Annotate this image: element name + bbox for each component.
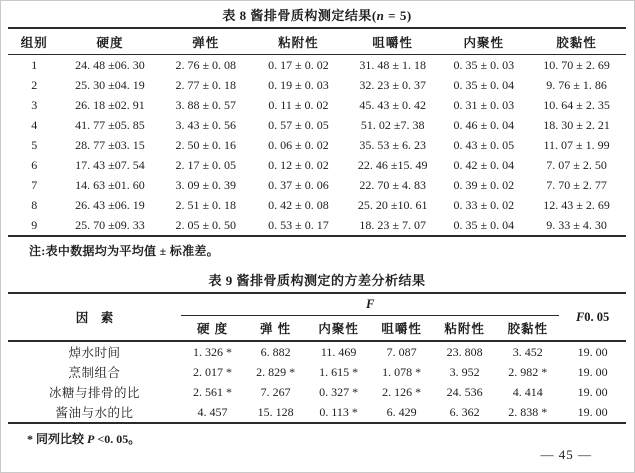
- table9-subcolumn-header: 内聚性: [307, 316, 370, 342]
- table9-f-header: [181, 293, 559, 316]
- table9: [8, 292, 626, 424]
- table9-row-value-cell: 1. 078 *: [382, 364, 422, 379]
- table9-subcolumn-header: 胶黏性: [496, 316, 559, 342]
- table8-row-value-cell: 11. 07 ± 1. 99: [543, 137, 610, 152]
- table8-row-label-cell: 2: [31, 77, 38, 92]
- f005-value: 0. 05: [584, 309, 610, 324]
- table8-header-row: [8, 28, 626, 55]
- table8-row-value-cell: 51. 02 ±7. 38: [360, 117, 425, 132]
- table8-note: 注:表中数据均为平均值 ± 标准差。: [29, 244, 219, 258]
- table8-row-value-cell: 0. 35 ± 0. 04: [453, 217, 515, 232]
- page-number: — 45 —: [540, 447, 592, 462]
- table8-row-value-cell: 2. 76 ± 0. 08: [175, 57, 237, 72]
- table9-factor-header: 因 素: [8, 293, 181, 341]
- table8-row-value-cell: 0. 11 ± 0. 02: [268, 97, 329, 112]
- table8-row-value-cell: 18. 23 ± 7. 07: [359, 217, 426, 232]
- table9-row-value-cell: 3. 952: [449, 364, 480, 379]
- table9-row-value-cell: 19. 00: [577, 404, 608, 419]
- table8-column-header: 咀嚼性: [345, 28, 441, 55]
- table8-row-value-cell: 26. 18 ±02. 91: [75, 97, 145, 112]
- table9-row-value-cell: 2. 838 *: [508, 404, 548, 419]
- table9-row-value-cell: 0. 327 *: [319, 384, 359, 399]
- table9-row: [8, 362, 626, 382]
- table9-row-value-cell: 0. 113 *: [319, 404, 358, 419]
- table8-row-value-cell: 3. 43 ± 0. 56: [175, 117, 237, 132]
- table8-row-label-cell: 7: [31, 177, 38, 192]
- table8-row-value-cell: 0. 19 ± 0. 03: [268, 77, 329, 92]
- table9-row-value-cell: 6. 429: [386, 404, 417, 419]
- table8-row-value-cell: 2. 50 ± 0. 16: [175, 137, 237, 152]
- table9-row-value-cell: 23. 808: [446, 344, 483, 359]
- table8-row: [8, 195, 626, 215]
- table9-row-value-cell: 1. 326 *: [193, 344, 233, 359]
- table9-footnote: [8, 430, 626, 447]
- table8-row-value-cell: 2. 05 ± 0. 50: [175, 217, 237, 232]
- table9-row-value-cell: 24. 536: [446, 384, 483, 399]
- table8-row-value-cell: 14. 63 ±01. 60: [75, 177, 145, 192]
- table8-column-header: 胶黏性: [527, 28, 626, 55]
- table8-row-value-cell: 0. 57 ± 0. 05: [268, 117, 329, 132]
- table8-row-label-cell: 8: [31, 197, 38, 212]
- table8-row-value-cell: 0. 17 ± 0. 02: [268, 57, 329, 72]
- table8-row-value-cell: 41. 77 ±05. 85: [75, 117, 145, 132]
- table8: [8, 27, 626, 237]
- table8-row-value-cell: 0. 06 ± 0. 02: [268, 137, 329, 152]
- table8-row-value-cell: 12. 43 ± 2. 69: [543, 197, 610, 212]
- table8-row: [8, 135, 626, 155]
- table8-row-value-cell: 0. 35 ± 0. 04: [453, 77, 515, 92]
- table8-row: [8, 215, 626, 236]
- table9-row-label-cell: 冰糖与排骨的比: [49, 386, 141, 400]
- table8-row-value-cell: 0. 53 ± 0. 17: [268, 217, 329, 232]
- table8-row-value-cell: 0. 46 ± 0. 04: [453, 117, 515, 132]
- table8-row: [8, 55, 626, 76]
- table8-row-value-cell: 26. 43 ±06. 19: [75, 197, 145, 212]
- footnote-text: * 同列比较: [27, 432, 88, 446]
- table8-column-header: 弹性: [159, 28, 252, 55]
- table8-row-value-cell: 22. 46 ±15. 49: [357, 157, 428, 172]
- table8-row-value-cell: 7. 07 ± 2. 50: [546, 157, 607, 172]
- f-symbol: F: [365, 297, 375, 311]
- table9-row-value-cell: 2. 561 *: [193, 384, 233, 399]
- table8-row: [8, 155, 626, 175]
- table8-row-value-cell: 17. 43 ±07. 54: [75, 157, 145, 172]
- table8-row-value-cell: 0. 42 ± 0. 04: [453, 157, 515, 172]
- table9-row-value-cell: 3. 452: [512, 344, 543, 359]
- table9-row-label-cell: 酱油与水的比: [55, 406, 134, 420]
- table9-group-header-row: [8, 293, 626, 316]
- table8-row-label-cell: 9: [31, 217, 38, 232]
- table8-row-value-cell: 2. 51 ± 0. 18: [175, 197, 237, 212]
- table9-row-value-cell: 2. 982 *: [508, 364, 548, 379]
- table8-row-value-cell: 10. 64 ± 2. 35: [543, 97, 610, 112]
- table8-row-value-cell: 3. 09 ± 0. 39: [175, 177, 237, 192]
- table9-row-label-cell: 烹制组合: [68, 366, 121, 380]
- table8-row-value-cell: 9. 33 ± 4. 30: [546, 217, 607, 232]
- table9-subcolumn-header: 弹 性: [244, 316, 307, 342]
- table8-row-value-cell: 35. 53 ± 6. 23: [359, 137, 426, 152]
- table8-row-value-cell: 7. 70 ± 2. 77: [546, 177, 607, 192]
- table8-row-label-cell: 5: [31, 137, 38, 152]
- table9-row-value-cell: 7. 087: [386, 344, 417, 359]
- table8-row-label-cell: 4: [31, 117, 38, 132]
- table8-title-suffix: = 5): [384, 8, 412, 23]
- table8-title-n: n: [376, 8, 385, 23]
- table9-row-value-cell: 6. 362: [449, 404, 480, 419]
- table8-row-value-cell: 0. 35 ± 0. 03: [453, 57, 515, 72]
- table8-row-value-cell: 0. 12 ± 0. 02: [268, 157, 329, 172]
- table8-column-header: 粘附性: [252, 28, 345, 55]
- table9-title: 表 9 酱排骨质构测定的方差分析结果: [208, 273, 426, 288]
- table8-row: [8, 95, 626, 115]
- table8-row-value-cell: 25. 30 ±04. 19: [75, 77, 145, 92]
- table8-row-value-cell: 45. 43 ± 0. 42: [359, 97, 426, 112]
- table8-row-value-cell: 0. 43 ± 0. 05: [453, 137, 515, 152]
- table8-row-value-cell: 22. 70 ± 4. 83: [359, 177, 426, 192]
- table8-column-header: 硬度: [61, 28, 160, 55]
- table9-row-value-cell: 6. 882: [260, 344, 291, 359]
- table8-row-label-cell: 3: [31, 97, 38, 112]
- table8-row-value-cell: 3. 88 ± 0. 57: [175, 97, 237, 112]
- table9-row-value-cell: 4. 457: [197, 404, 228, 419]
- table8-column-header: 内聚性: [441, 28, 528, 55]
- table8-row-value-cell: 25. 70 ±09. 33: [75, 217, 145, 232]
- table8-row-label-cell: 6: [31, 157, 38, 172]
- footnote-p-symbol: P: [87, 432, 95, 446]
- table9-row-value-cell: 1. 615 *: [319, 364, 359, 379]
- table8-row-value-cell: 18. 30 ± 2. 21: [543, 117, 610, 132]
- table8-title-text: 表 8 酱排骨质构测定结果(: [222, 8, 377, 23]
- table9-row-value-cell: 19. 00: [577, 364, 608, 379]
- f005-symbol: F: [575, 309, 585, 324]
- table9-subcolumn-header: 粘附性: [433, 316, 496, 342]
- table8-row: [8, 115, 626, 135]
- table8-row: [8, 75, 626, 95]
- table8-row-value-cell: 2. 77 ± 0. 18: [175, 77, 237, 92]
- table9-row-value-cell: 4. 414: [512, 384, 543, 399]
- table8-row-value-cell: 0. 37 ± 0. 06: [268, 177, 329, 192]
- table8-row-value-cell: 0. 31 ± 0. 03: [453, 97, 515, 112]
- table9-row-value-cell: 2. 829 *: [256, 364, 296, 379]
- table8-row-value-cell: 24. 48 ±06. 30: [75, 57, 145, 72]
- table9-f005-header: [559, 293, 626, 341]
- table8-row: [8, 175, 626, 195]
- table8-row-value-cell: 28. 77 ±03. 15: [75, 137, 145, 152]
- table8-row-value-cell: 9. 76 ± 1. 86: [546, 77, 607, 92]
- table9-row-value-cell: 2. 126 *: [382, 384, 422, 399]
- table8-row-value-cell: 0. 33 ± 0. 02: [453, 197, 515, 212]
- table8-row-value-cell: 25. 20 ±10. 61: [357, 197, 428, 212]
- table9-row-value-cell: 15. 128: [257, 404, 294, 419]
- table8-title: [8, 7, 626, 24]
- table8-row-value-cell: 0. 42 ± 0. 08: [268, 197, 329, 212]
- table8-column-header: 组别: [8, 28, 61, 55]
- table9-row: [8, 382, 626, 402]
- table8-body: [8, 55, 626, 237]
- table9-row-value-cell: 2. 017 *: [193, 364, 233, 379]
- table8-row-label-cell: 1: [31, 57, 38, 72]
- table9-subcolumn-header: 咀嚼性: [370, 316, 433, 342]
- table9-row: [8, 341, 626, 362]
- table8-row-value-cell: 0. 39 ± 0. 02: [453, 177, 515, 192]
- footnote-threshold: <0. 05。: [94, 432, 141, 446]
- table9-body: [8, 341, 626, 423]
- table9-row-label-cell: 焯水时间: [68, 346, 121, 360]
- table9-row-value-cell: 11. 469: [320, 344, 357, 359]
- table8-row-value-cell: 31. 48 ± 1. 18: [359, 57, 426, 72]
- table9-row-value-cell: 19. 00: [577, 344, 608, 359]
- table8-row-value-cell: 2. 17 ± 0. 05: [175, 157, 237, 172]
- table8-row-value-cell: 10. 70 ± 2. 69: [543, 57, 610, 72]
- table8-row-value-cell: 32. 23 ± 0. 37: [359, 77, 426, 92]
- table9-row-value-cell: 7. 267: [260, 384, 291, 399]
- table9-subcolumn-header: 硬 度: [181, 316, 244, 342]
- table9-row: [8, 402, 626, 423]
- table9-row-value-cell: 19. 00: [577, 384, 608, 399]
